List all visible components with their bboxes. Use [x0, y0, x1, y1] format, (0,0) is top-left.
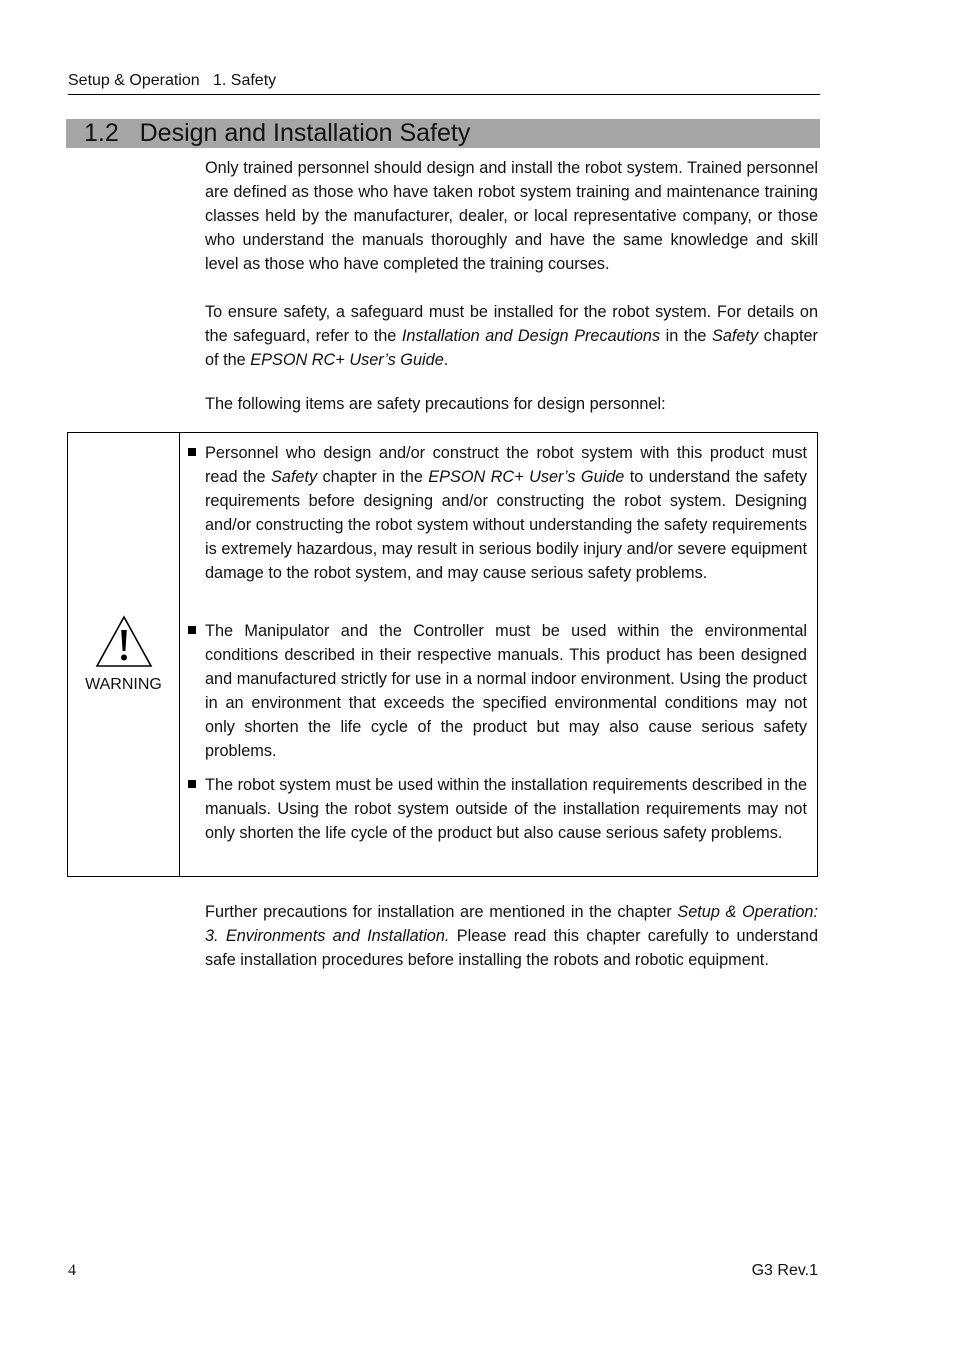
further-precautions-paragraph: Further precautions for installation are mentioned in the chapter Setup & Operation: 3. Environments and Installation. Please read this chapter carefully to understand safe installation procedures before installing the robots and robotic equipment.: [205, 903, 818, 969]
header-section: Setup & Operation: [68, 72, 200, 89]
intro-paragraph-3: The following items are safety precautions for design personnel:: [205, 395, 666, 413]
page-number: 4: [68, 1262, 76, 1279]
warning-triangle-icon: [95, 615, 153, 668]
section-heading-bar: [66, 119, 820, 148]
warning-bullet-3: The robot system must be used within the installation requirements described in the manuals. Using the robot system outside of the installation requirements may not only shorten the life cycle of the product but also cause serious safety problems.: [205, 773, 807, 845]
section-title-text: Design and Installation Safety: [139, 119, 471, 147]
warning-label: WARNING: [85, 676, 162, 693]
running-header: [68, 72, 820, 95]
section-title: [84, 119, 470, 148]
intro-paragraph-1: Only trained personnel should design and install the robot system. Trained personnel are defined as those who have taken robot system training and maintenance training classes held by the manufacturer, dealer, or local representative company, or those who understand the manuals thoroughly and have the same knowledge and skill level as those who have completed the training courses.: [205, 159, 818, 273]
bullet-square-icon: [188, 780, 196, 788]
warning-box: [67, 432, 818, 877]
warning-bullet-1: Personnel who design and/or construct the robot system with this product must read the Safety chapter in the EPSON RC+ User’s Guide to understand the safety requirements before designing and/or constructing the robot system. Designing and/or constructing the robot system without understanding the safety requirements is extremely hazardous, may result in serious bodily injury and/or severe equipment damage to the robot system, and may cause serious safety problems.: [205, 441, 807, 585]
warning-bullet-2: The Manipulator and the Controller must be used within the environmental conditions described in their respective manuals. This product has been designed and manufactured strictly for use in a normal indoor environment. Using the product in an environment that exceeds the specified environmental conditions may not only shorten the life cycle of the product but may also cause serious safety problems.: [205, 619, 807, 763]
header-chapter: 1. Safety: [212, 72, 277, 89]
intro-paragraph-2: To ensure safety, a safeguard must be installed for the robot system. For details on the safeguard, refer to the Installation and Design Precautions in the Safety chapter of the EPSON RC+ User’s Guide.: [205, 303, 818, 369]
document-revision: G3 Rev.1: [751, 1262, 818, 1279]
bullet-square-icon: [188, 448, 196, 456]
bullet-square-icon: [188, 626, 196, 634]
section-number: 1.2: [84, 119, 119, 147]
warning-divider: [179, 433, 180, 876]
